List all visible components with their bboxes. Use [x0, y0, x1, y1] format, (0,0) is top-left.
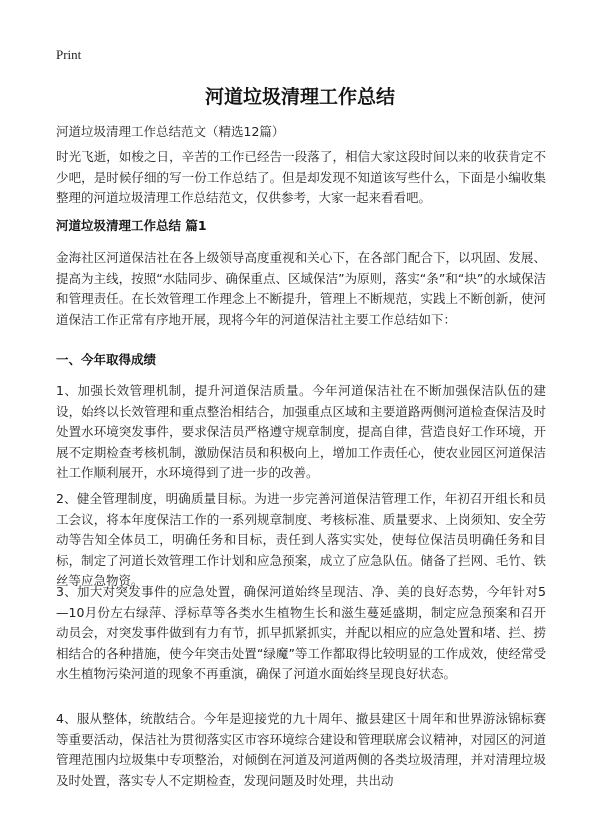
item-3-paragraph: 3、加大对突发事件的应急处置，确保河道始终呈现洁、净、美的良好态势，今年针对5—10月份左右绿萍、浮标草等各类水生植物生长和滋生蔓延盛期，制定应急预案和召开动员会，对突发事件做到有力有节，抓早抓紧抓实，并配以相应的应急处置和堵、拦、捞相结合的各种措施，使今年突击处置“绿魔”等工作都取得比较明显的工作成效，使经常受水生植物污染河道的现象不再重演，确保了河道水面始终呈现良好状态。: [56, 584, 546, 681]
item-2-paragraph: 2、健全管理制度，明确质量目标。为进一步完善河道保洁管理工作，年初召开组长和员工会议，将本年度保洁工作的一系列规章制度、考核标准、质量要求、上岗须知、安全劳动等告知全体员工，明确任务和目标，责任到人落实实处，使每位保洁员明确任务和目标，制定了河道长效管理工作计划和应急预案，成立了应急队伍。储备了拦网、毛竹、铁丝等应急物资。: [56, 491, 546, 588]
document-title: 河道垃圾清理工作总结: [204, 86, 395, 108]
section-title: 河道垃圾清理工作总结 篇1: [56, 218, 207, 233]
section-intro-paragraph: 金海社区河道保洁社在各上级领导高度重视和关心下，在各部门配合下，以巩固、发展、提高为主线，按照“水陆同步、确保重点、区域保洁”为原则，落实“条”和“块”的水域保洁和管理责任。在长效管理工作理念上不断提升，管理上不断规范，实践上不断创新，使河道保洁工作正常有序地开展，现将今年的河道保洁社主要工作总结如下：: [56, 250, 546, 327]
document-subtitle: 河道垃圾清理工作总结范文（精选12篇）: [56, 124, 285, 139]
print-link[interactable]: Print: [56, 47, 82, 62]
heading-achievements: 一、今年取得成绩: [56, 352, 157, 367]
item-1-paragraph: 1、加强长效管理机制，提升河道保洁质量。今年河道保洁社在不断加强保洁队伍的建设，始终以长效管理和重点整治相结合，加强重点区域和主要道路两侧河道检查保洁及时处置水环境突发事件，要求保洁员严格遵守规章制度，提高自律，营造良好工作环境，开展不定期检查考核机制，激励保洁员和积极向上，增加工作责任心，使农业园区河道保洁社工作顺利展开，水环境得到了进一步的改善。: [56, 383, 546, 480]
item-4-paragraph: 4、服从整体，统散结合。今年是迎接党的九十周年、撤县建区十周年和世界游泳锦标赛等重要活动，保洁社为贯彻落实区市容环境综合建设和管理联席会议精神，对园区的河道管理范围内垃圾集中专项整治，对倾倒在河道及河道两侧的各类垃圾清理，并对清理垃圾及时处置，落实专人不定期检查，发现问题及时处理，共出动: [56, 711, 546, 788]
intro-paragraph: 时光飞逝，如梭之日，辛苦的工作已经告一段落了，相信大家这段时间以来的收获肯定不少吧，是时候仔细的写一份工作总结了。但是却发现不知道该写些什么，下面是小编收集整理的河道垃圾清理工作总结范文，仅供参考，大家一起来看看吧。: [56, 149, 546, 205]
